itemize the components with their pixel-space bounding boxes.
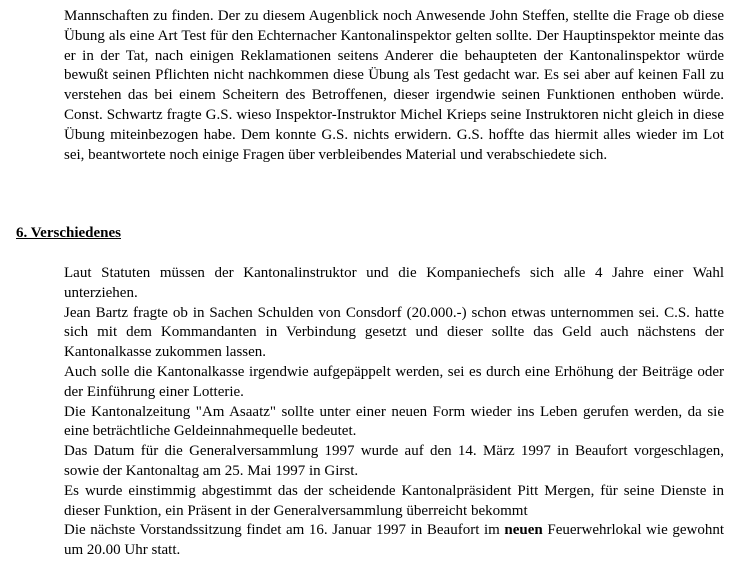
paragraph-farewell-gift: Es wurde einstimmig abgestimmt das der scheidende Kantonalpräsident Pitt Mergen, für seine Dienste in dieser Funktion, ein Präsent in der Generalversammlung überreicht bekommt: [64, 482, 724, 519]
paragraph-next-meeting: [64, 521, 724, 561]
paragraph-newspaper: Die Kantonalzeitung "Am Asaatz" sollte unter einer neuen Form wieder ins Leben gerufen werden, da sie eine beträchtliche Geldeinnahmequelle bedeutet.: [64, 403, 724, 440]
next-meeting-text-after: Feuerwehrlokal wie gewohnt um 20.00 Uhr statt.: [64, 522, 725, 559]
paragraph-debts: Jean Bartz fragte ob in Sachen Schulden von Consdorf (20.000.-) schon etwas unternommen sei. C.S. hatte sich mit dem Kommandanten in Verbindung gesetzt und dieser sollte das Geld auch nächstens der Kantonalkasse zukommen lassen.: [64, 304, 724, 361]
section-heading: 6. Verschiedenes: [16, 225, 121, 241]
continuation-paragraph: [64, 7, 724, 165]
paragraph-treasury: Auch solle die Kantonalkasse irgendwie aufgepäppelt werden, sei es durch eine Erhöhung der Beiträge oder der Einführung einer Lotterie.: [64, 363, 724, 400]
paragraph-general-assembly: Das Datum für die Generalversammlung 1997 wurde auf den 14. März 1997 in Beaufort vorgeschlagen, sowie der Kantonaltag am 25. Mai 1997 in Girst.: [64, 443, 724, 479]
continuation-text: Mannschaften zu finden. Der zu diesem Augenblick noch Anwesende John Steffen, stellte die Frage ob diese Übung als eine Art Test für den Echternacher Kantonalinspektor gelten sollte. Der Hauptinspektor meinte das er in der Tat, nach einigen Reklamationen seitens Anderer die behaupteten der Kantonalinspektor würde bewußt seinen Pflichten nicht nachkommen diese Übung als Test gedacht war. Es sei aber auf keinen Fall zu verstehen das bei einem Scheitern des Betroffenen, dieser irgendwie seinen Funktionen enthoben würde. Const. Schwartz fragte G.S. wieso Inspektor-Instruktor Michel Krieps seine Instruktoren nicht gleich in diese Übung miteinbezogen habe. Dem konnte G.S. nichts erwidern. G.S. hoffte das hiermit alles wieder im Lot sei, beantwortete noch einige Fragen über verbleibendes Material und verabschiedete sich.: [64, 8, 724, 163]
paragraph-election: Laut Statuten müssen der Kantonalinstruktor und die Kompaniechefs sich alle 4 Jahre einer Wahl unterziehen.: [64, 265, 724, 301]
section-body: [64, 264, 724, 561]
next-meeting-text-before: Die nächste Vorstandssitzung findet am 16. Januar 1997 in Beaufort im: [64, 522, 505, 539]
next-meeting-bold-word: neuen: [504, 522, 543, 539]
